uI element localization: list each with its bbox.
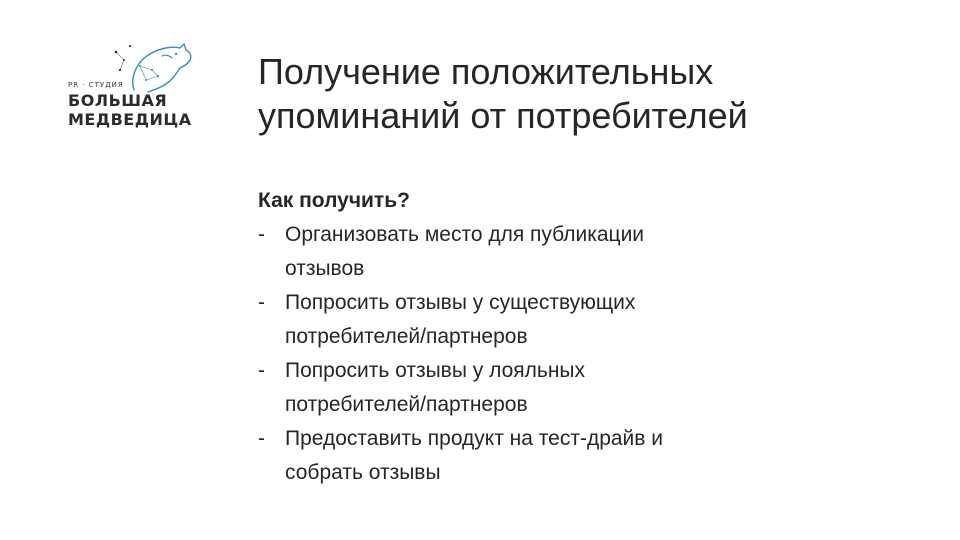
list-item-text-line2: собрать отзывы (285, 461, 441, 484)
logo-tagline: PR · СТУДИЯ (68, 81, 124, 89)
list-item (258, 218, 878, 286)
list-item-text-line2: потребителей/партнеров (285, 325, 528, 348)
bullet-marker: - (258, 359, 265, 382)
section-subheading: Как получить? (258, 189, 410, 212)
logo-name-line2: МЕДВЕДИЦА (68, 110, 192, 129)
slide-title (258, 50, 898, 138)
bullet-marker: - (258, 427, 265, 450)
bullet-marker: - (258, 291, 265, 314)
list-item-text-line1: Предоставить продукт на тест-драйв и (285, 427, 664, 450)
slide-title-line1: Получение положительных (258, 51, 714, 92)
logo-name-line1: БОЛЬШАЯ (68, 91, 168, 110)
list-item-text-line2: отзывов (285, 257, 365, 280)
company-logo (66, 40, 196, 135)
list-item (258, 354, 878, 422)
list-item-text-line1: Попросить отзывы у лояльных (285, 359, 586, 382)
list-item (258, 286, 878, 354)
list-item-text-line2: потребителей/партнеров (285, 393, 528, 416)
bullet-list (258, 218, 878, 490)
list-item (258, 422, 878, 490)
list-item-text-line1: Организовать место для публикации (285, 223, 645, 246)
list-item-text-line1: Попросить отзывы у существующих (285, 291, 636, 314)
slide-body (258, 184, 878, 490)
slide-title-line2: упоминаний от потребителей (258, 95, 748, 136)
bullet-marker: - (258, 223, 265, 246)
